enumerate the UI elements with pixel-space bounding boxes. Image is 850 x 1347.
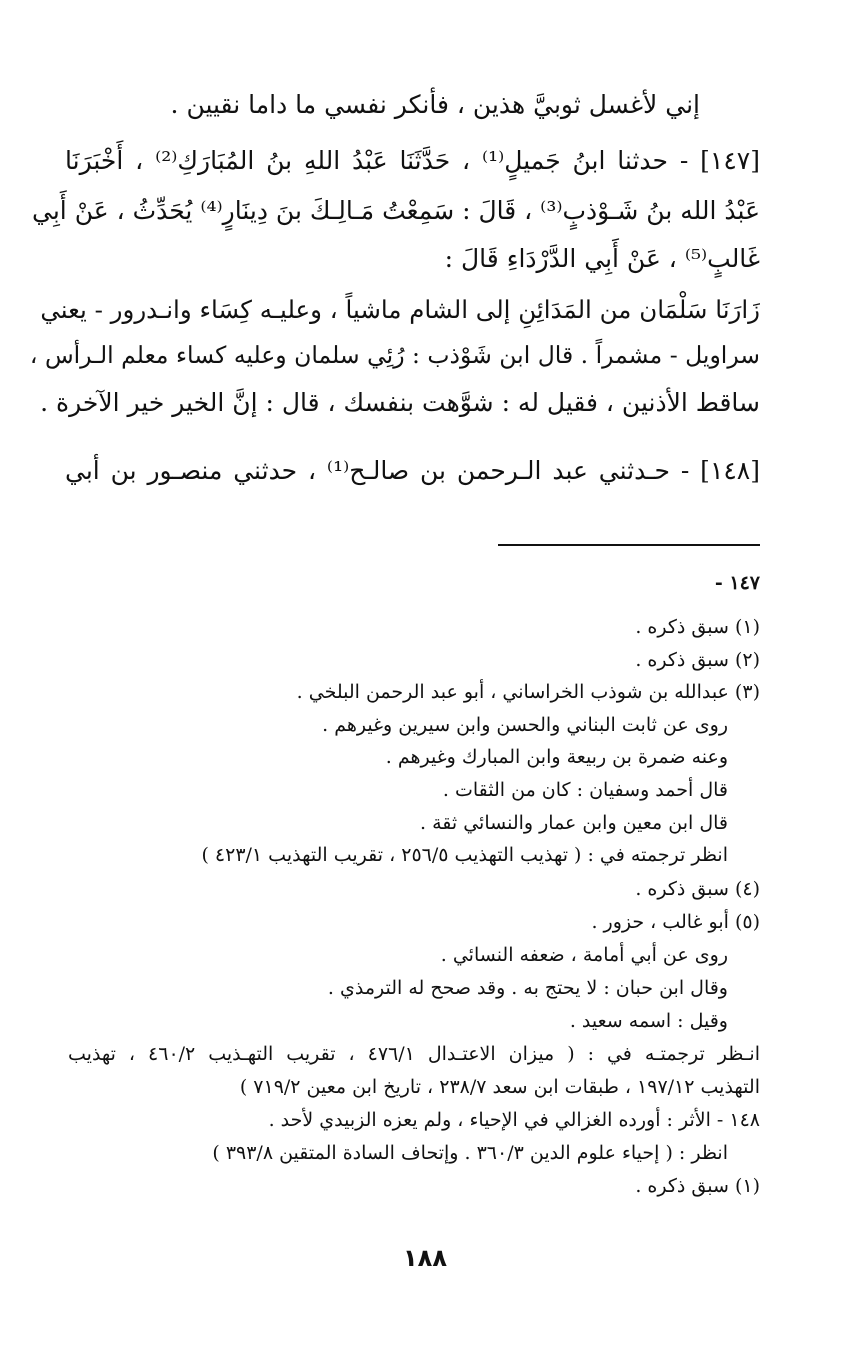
footnote-line: قال ابن معين وابن عمار والنسائي ثقة . bbox=[420, 812, 728, 834]
verse-line: إني لأغسل ثوبيَّ هذين ، فأنكر نفسي ما داما نقيين . bbox=[170, 90, 700, 119]
footnote-line: (١) سبق ذكره . bbox=[635, 616, 760, 638]
hadith-147-isnad-line-2: عَبْدُ الله بنُ شَـوْذبٍ⁽³⁾ ، قَالَ : سَمِعْتُ مَـالِـكَ بنَ دِينَارٍ⁽⁴⁾ يُحَدِّثُ ، عَنْ أَبِي bbox=[32, 196, 760, 225]
hadith-147-text-line-2: سراويل - مشمراً . قال ابن شَوْذب : رُئِي سلمان وعليه كساء معلم الـرأس ، bbox=[29, 341, 760, 369]
footnote-separator bbox=[498, 544, 760, 546]
footnote-line: ١٤٨ - الأثر : أورده الغزالي في الإحياء ، ولم يعزه الزبيدي لأحد . bbox=[268, 1109, 760, 1131]
footnote-line: (٣) عبدالله بن شوذب الخراساني ، أبو عبد الرحمن البلخي . bbox=[296, 681, 760, 703]
footnote-line: روى عن أبي أمامة ، ضعفه النسائي . bbox=[440, 944, 728, 966]
footnote-line: انظر ترجمته في : ( تهذيب التهذيب ٢٥٦/٥ ، تقريب التهذيب ٤٢٣/١ ) bbox=[201, 844, 728, 866]
footnote-line: (٢) سبق ذكره . bbox=[635, 649, 760, 671]
footnote-line: وقال ابن حبان : لا يحتج به . وقد صحح له الترمذي . bbox=[327, 977, 728, 999]
footnote-line: وعنه ضمرة بن ربيعة وابن المبارك وغيرهم . bbox=[385, 746, 728, 768]
footnote-line: التهذيب ١٩٧/١٢ ، طبقات ابن سعد ٢٣٨/٧ ، تاريخ ابن معين ٧١٩/٢ ) bbox=[239, 1076, 760, 1098]
footnote-line: وقيل : اسمه سعيد . bbox=[569, 1010, 728, 1032]
hadith-147-text-line-1: زَارَنَا سَلْمَان من المَدَائِنِ إلى الشام ماشياً ، وعليـه كِسَاء وانـدرور - يعني bbox=[40, 295, 760, 324]
hadith-147-isnad-line-3: غَالبٍ⁽⁵⁾ ، عَنْ أَبِي الدَّرْدَاءِ قَالَ : bbox=[444, 244, 760, 273]
footnote-line: انـظر ترجمتـه في : ( ميزان الاعتـدال ٤٧٦/١ ، تقريب التهـذيب ٤٦٠/٢ ، تهذيب bbox=[68, 1043, 760, 1065]
footnote-line: انظر : ( إحياء علوم الدين ٣٦٠/٣ . وإتحاف السادة المتقين ٣٩٣/٨ ) bbox=[212, 1142, 728, 1164]
footnote-heading: ١٤٧ - bbox=[714, 572, 760, 594]
page-number: ١٨٨ bbox=[403, 1244, 447, 1272]
footnote-line: قال أحمد وسفيان : كان من الثقات . bbox=[442, 779, 728, 801]
hadith-148-isnad-line: [١٤٨] - حـدثني عبد الـرحمن بن صالـح⁽¹⁾ ، حدثني منصـور بن أبي bbox=[65, 456, 760, 485]
footnote-line: (٤) سبق ذكره . bbox=[635, 878, 760, 900]
hadith-147-isnad-line-1: [١٤٧] - حدثنا ابنُ جَميلٍ⁽¹⁾ ، حَدَّثَنَا عَبْدُ اللهِ بنُ المُبَارَكِ⁽²⁾ ، أَخْبَرَنَا bbox=[65, 146, 760, 175]
footnote-line: (١) سبق ذكره . bbox=[635, 1175, 760, 1197]
footnote-line: (٥) أبو غالب ، حزور . bbox=[591, 911, 760, 933]
footnote-line: روى عن ثابت البناني والحسن وابن سيرين وغيرهم . bbox=[322, 714, 728, 736]
hadith-147-text-line-3: ساقط الأذنين ، فقيل له : شوَّهت بنفسك ، قال : إنَّ الخير خير الآخرة . bbox=[40, 388, 760, 417]
